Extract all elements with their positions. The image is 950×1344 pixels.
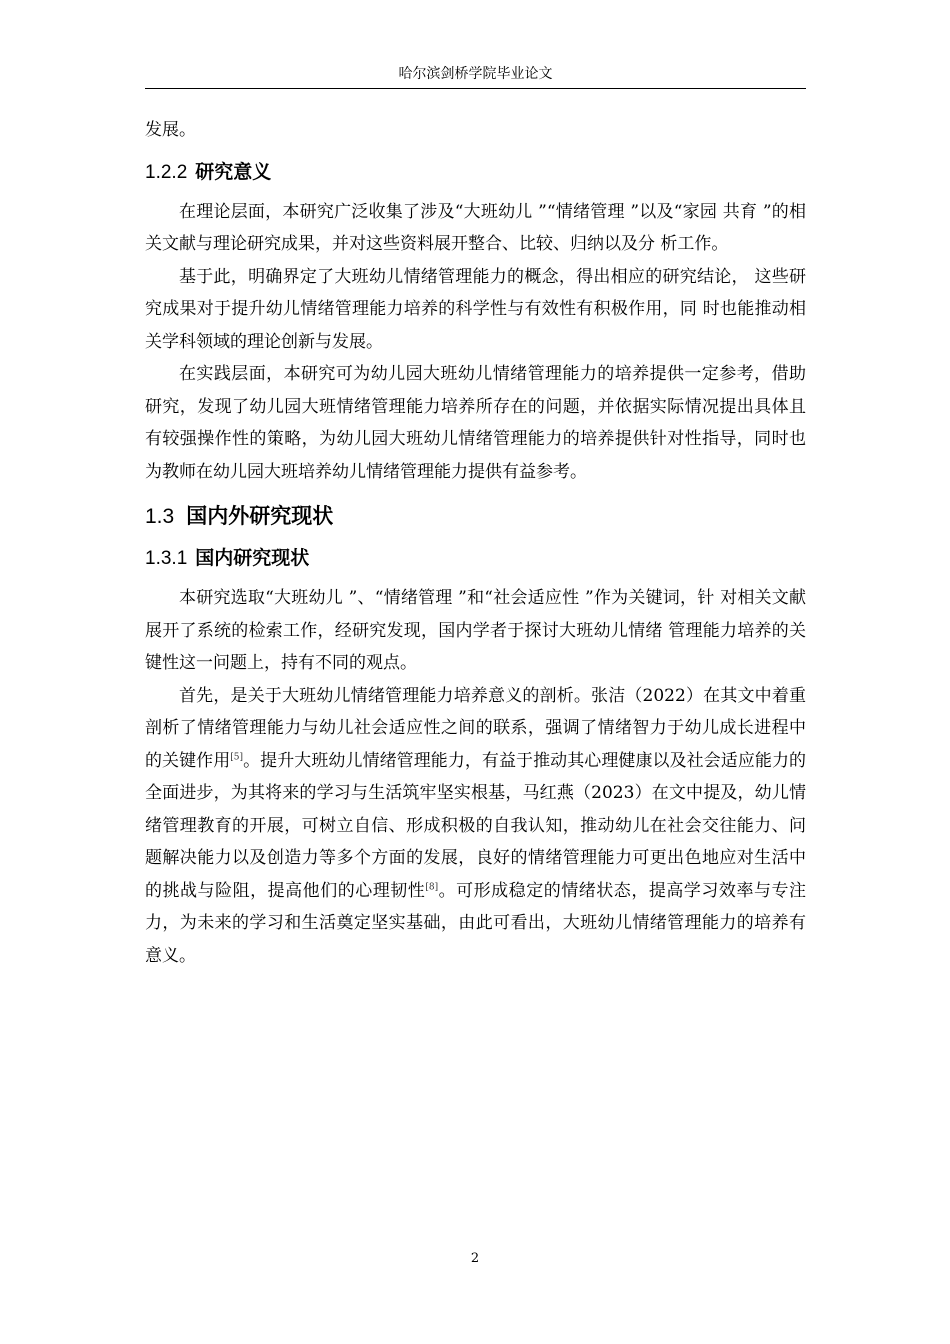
page-body [145, 114, 806, 972]
section-title: 研究意义 [195, 160, 272, 183]
section-number: 1.3 [145, 505, 175, 528]
paragraph-significance [145, 680, 806, 973]
section-number: 1.3.1 [145, 548, 188, 569]
paragraph-text: 。提升大班幼儿情绪管理能力，有益于推动其心理健康以及社会适应能力的全面进步，为其将来的学习与生活筑牢坚实根基，马红燕（2023）在文中提及，幼儿情绪管理教育的开展，可树立自信、形成积极的自我认知，推动幼儿在社会交往能力、问题解决能力以及创造力等多个方面的发展，良好的情绪管理能力可更出色地应对生活中的挑战与险阻，提高他们的心理韧性 [145, 750, 806, 901]
section-title: 国内外研究现状 [186, 503, 334, 528]
paragraph-theory: 在理论层面，本研究广泛收集了涉及“大班幼儿 ”“情绪管理 ”以及“家园 共育 ”的相关文献与理论研究成果，并对这些资料展开整合、比较、归纳以及分 析工作。 [145, 201, 806, 254]
paragraph-continuation: 发展。 [145, 120, 196, 140]
citation-ref-5[interactable]: [5] [230, 751, 244, 762]
section-heading-1-3 [145, 500, 806, 533]
section-title: 国内研究现状 [195, 547, 310, 569]
paragraph-keywords: 本研究选取“大班幼儿 ”、“情绪管理 ”和“社会适应性 ”作为关键词，针 对相关文献展开了系统的检索工作，经研究发现，国内学者于探讨大班幼儿情绪 管理能力培养的关键性这一问题上，持有不同的观点。 [145, 588, 806, 673]
citation-ref-8[interactable]: [8] [425, 881, 439, 892]
paragraph-practice: 在实践层面，本研究可为幼儿园大班幼儿情绪管理能力的培养提供一定参考，借助研究，发现了幼儿园大班情绪管理能力培养所存在的问题，并依据实际情况提出具体且有较强操作性的策略，为幼儿园大班幼儿情绪管理能力的培养提供针对性指导，同时也为教师在幼儿园大班培养幼儿情绪管理能力提供有益参考。 [145, 364, 806, 482]
page-number: 2 [470, 1251, 480, 1266]
section-heading-1-2-2 [145, 157, 806, 188]
paragraph-conclusion: 基于此，明确界定了大班幼儿情绪管理能力的概念，得出相应的研究结论， 这些研究成果对于提升幼儿情绪管理能力培养的科学性与有效性有积极作用，同 时也能推动相关学科领域的理论创新与发展。 [145, 266, 806, 352]
running-header: 哈尔滨剑桥学院毕业论文 [398, 66, 553, 82]
header-divider [145, 88, 806, 89]
section-number: 1.2.2 [145, 161, 188, 183]
section-heading-1-3-1 [145, 543, 806, 574]
paragraph-text: 首先，是关于大班幼儿情绪管理能力培养意义的剖析。张洁（2022）在其文中着重剖析了情绪管理能力与幼儿社会适应性之间的联系，强调了情绪智力于幼儿成长进程中的关键作用 [145, 685, 806, 771]
paragraph-text: 。可形成稳定的情绪状态，提高学习效率与专注力，为未来的学习和生活奠定坚实基础，由此可看出，大班幼儿情绪管理能力的培养有意义。 [145, 880, 807, 966]
